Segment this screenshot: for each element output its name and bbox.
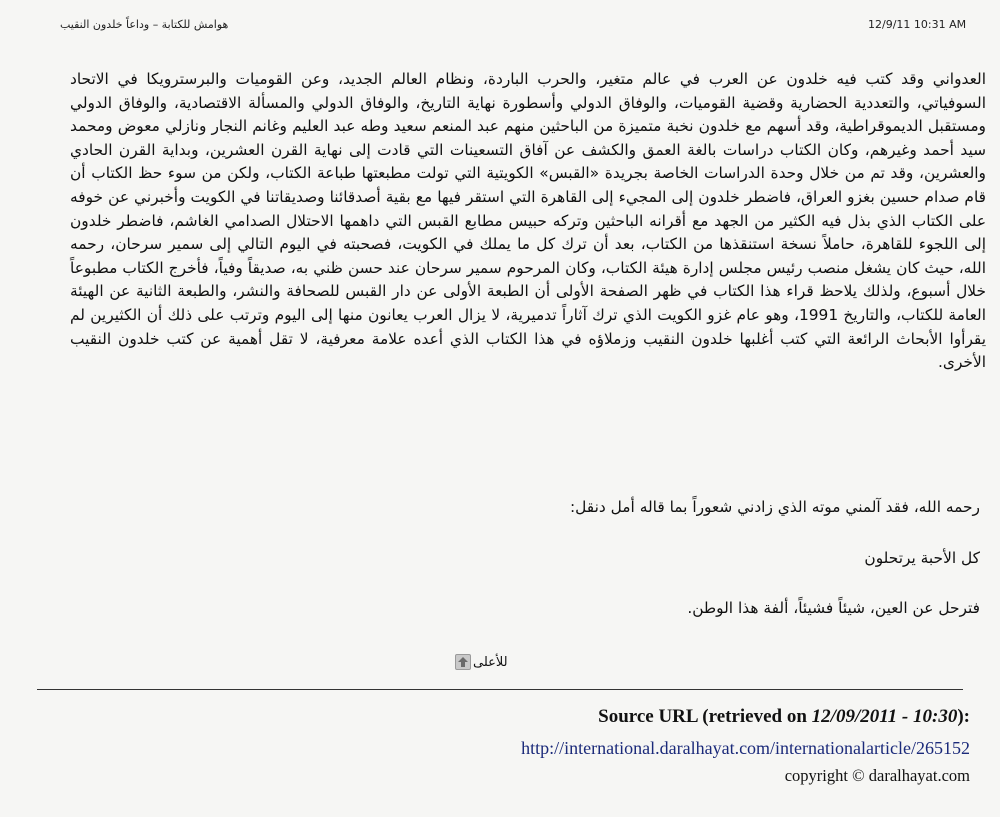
back-to-top-link[interactable]: [455, 651, 508, 673]
article-body: [70, 68, 986, 375]
print-header: [40, 18, 988, 36]
article-paragraph: العدواني وقد كتب فيه خلدون عن العرب في عالم متغير، والحرب الباردة، ونظام العالم الجديد، وعن القوميات والبرسترويكا في الاتحاد السوفياتي، والتعددية الحضارية وقضية القوميات، والوفاق الدولي وأسطورة نهاية التاريخ، والوفاق الدولي والمسألة الاقتصادية، والوفاق الدولي ومستقبل الديموقراطية، وقد أسهم مع خلدون نخبة متميزة من الباحثين منهم عبد المنعم سعيد وطه عبد العليم وغانم النجار ونازلي معوض ومحمد سيد أحمد وغيرهم، وكان الكتاب دراسات بالغة العمق والكشف عن آفاق التسعينات التي قادت إلى نهاية القرن العشرين، وبداية القرن الحادي والعشرين، وقد تم من خلال وحدة الدراسات الخاصة بجريدة «القبس» الكويتية التي تولت مطبعتها طباعة الكتاب، ولكن من سوء حظ الكتاب أن قام صدام حسين بغزو العراق، فاضطر خلدون إلى المجيء إلى القاهرة التي استقر فيها مع بقية أصدقائنا وصديقاتنا في الكويت وأخبرني عن خوفه على الكتاب الذي بذل فيه الكثير من الجهد مع أقرانه الباحثين وتركه حبيس مطابع القبس التي داهمها الاحتلال الصدامي الغاشم، فاضطر خلدون إلى اللجوء للقاهرة، حاملاً نسخة استنقذها من الكتاب، بعد أن ترك كل ما يملك في الكويت، فصحبته في اليوم التالي إلى سمير سرحان، رحمه الله، حيث كان يشغل منصب رئيس مجلس إدارة هيئة الكتاب، وكان المرحوم سمير سرحان عند حسن ظني به، صديقاً وفياً، فأخرج الكتاب مطبوعاً خلال أسبوع، ولذلك يلاحظ قراء هذا الكتاب في ظهر الصفحة الأولى أن الطبعة الأولى عن دار القبس للصحافة والنشر، والطبعة الثانية عن الهيئة العامة للكتاب، والتاريخ 1991، وهو عام غزو الكويت الذي ترك آثاراً تدميرية، لا يزال العرب يعانون منها إلى اليوم وترتب على ذلك أن الكثيرين لم يقرأوا الأبحاث الرائعة التي كتب أغلبها خلدون النقيب وزملاؤه في هذا الكتاب الذي أعده علامة معرفية، لا تقل أهمية عن كتب خلدون النقيب الأخرى.: [70, 70, 986, 372]
copyright-text: copyright © daralhayat.com: [784, 766, 970, 785]
back-to-top-label: للأعلى: [473, 654, 508, 670]
retrieved-date: 12/09/2011 - 10:30: [811, 706, 958, 727]
source-label-suffix: ):: [957, 706, 970, 727]
source-url-link[interactable]: http://international.daralhayat.com/internationalarticle/265152: [521, 738, 970, 758]
source-label-prefix: Source URL (retrieved on: [598, 706, 812, 727]
print-header-date: 12/9/11 10:31 AM: [868, 18, 967, 31]
poem-line: فترحل عن العين، شيئاً فشيئاً، ألفة هذا الوطن.: [687, 599, 980, 617]
up-arrow-icon: [455, 654, 471, 670]
divider: [37, 689, 963, 690]
source-label: [330, 706, 970, 732]
source-block: [330, 706, 970, 788]
print-header-title: هوامش للكتابة – وداعاً خلدون النقيب: [60, 18, 229, 31]
poem-line: كل الأحبة يرتحلون: [864, 549, 980, 567]
closing-line: رحمه الله، فقد آلمني موته الذي زادني شعوراً بما قاله أمل دنقل:: [569, 498, 980, 516]
